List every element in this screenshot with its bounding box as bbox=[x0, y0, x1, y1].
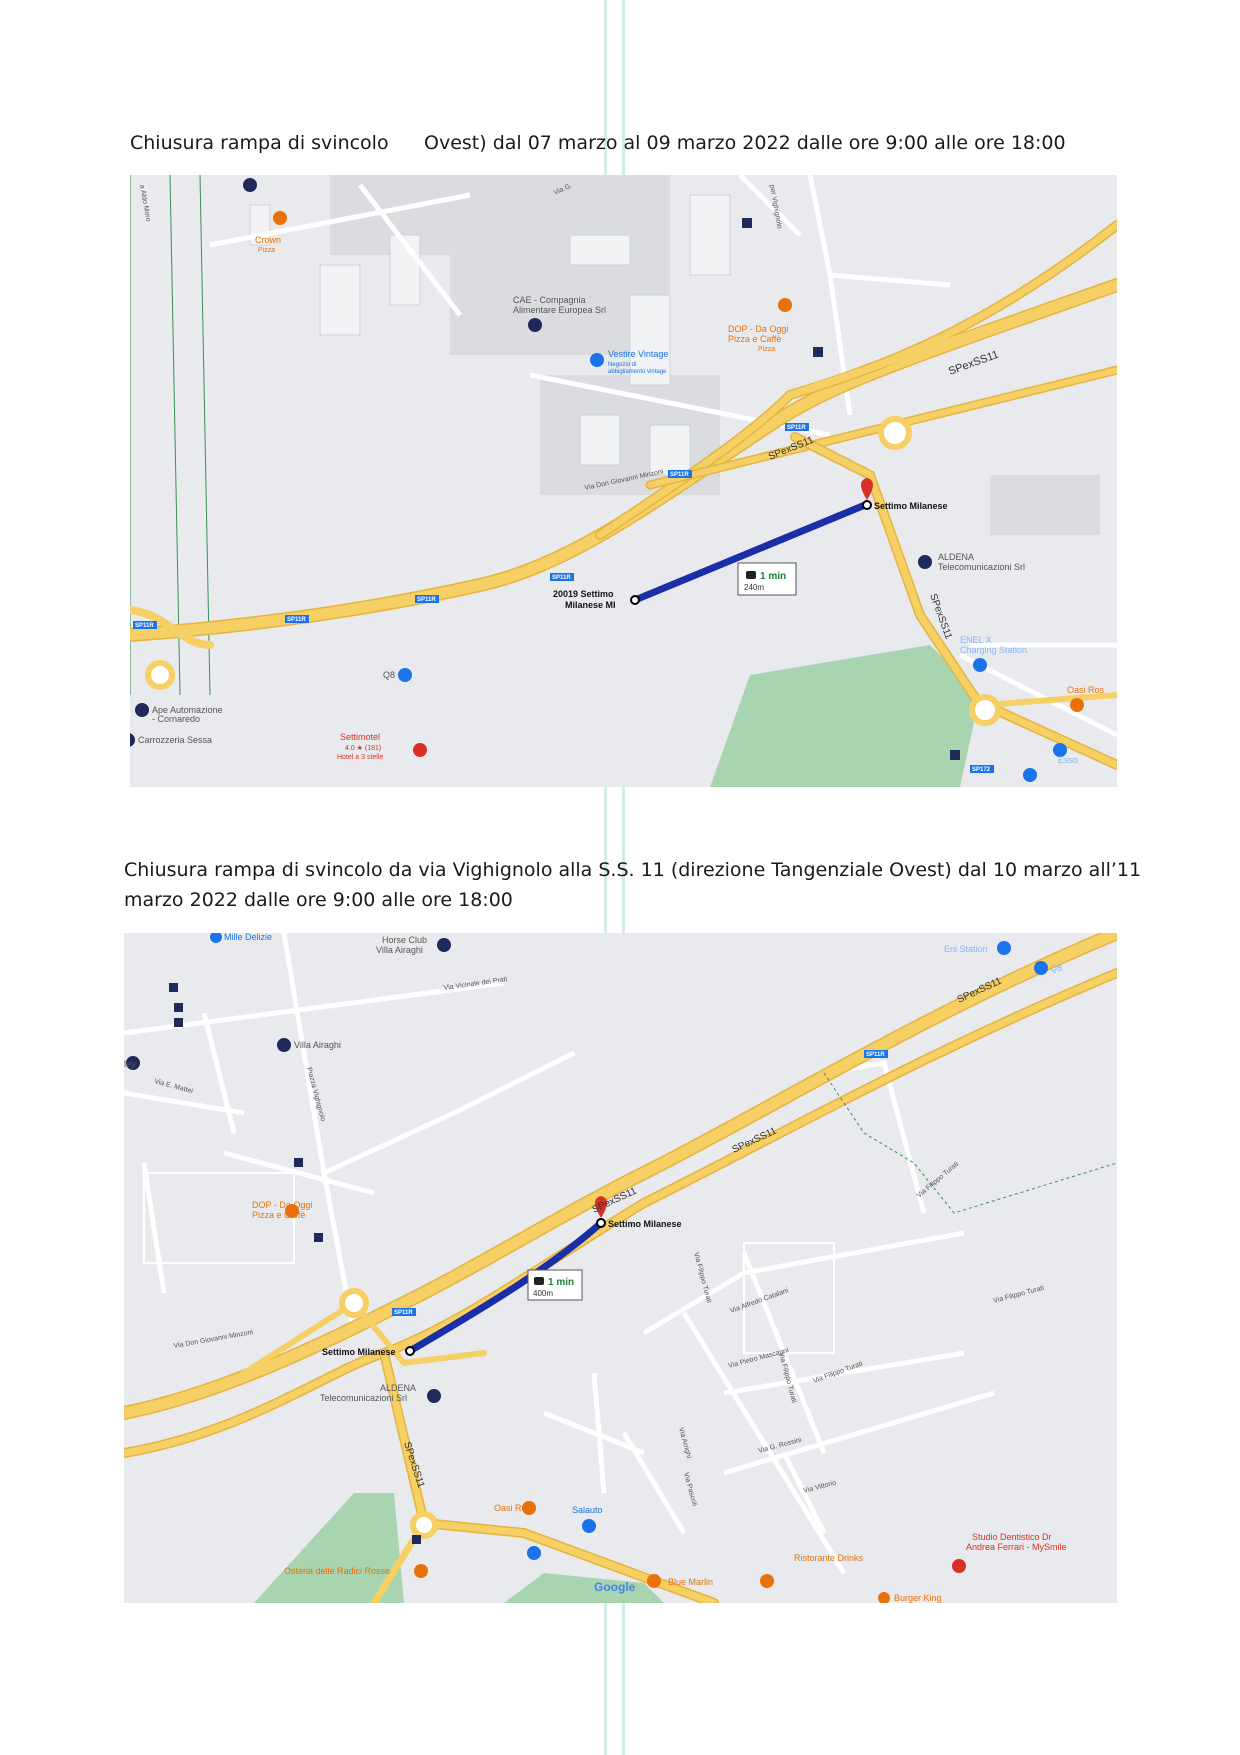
map-1-start-dot bbox=[631, 596, 639, 604]
map-2-restaurant-icon-4 bbox=[647, 1574, 661, 1588]
map-1-place-pin-icon-2 bbox=[528, 318, 542, 332]
map-2-roads bbox=[124, 933, 1117, 1603]
map-2-poi-blue: Blue Marlin bbox=[668, 1577, 714, 1587]
map-2-poi-dop: DOP - Da Oggi bbox=[252, 1200, 313, 1210]
map-1-road-vighignolo: per Vighignolo bbox=[768, 184, 783, 230]
map-2-road-vicinale: Via Vicinale dei Prati bbox=[443, 976, 508, 992]
map-2-museum-icon bbox=[277, 1038, 291, 1052]
map-1-shield-sp11r-4: SP11R bbox=[417, 597, 436, 603]
map-1-restaurant-icon bbox=[273, 211, 287, 225]
map-2-poi-aldena-2: Telecomunicazioni Srl bbox=[320, 1393, 408, 1403]
map-1-poi-carrozzeria: Carrozzeria Sessa bbox=[138, 735, 213, 745]
map-2-bus-stop-icon-4 bbox=[294, 1158, 303, 1167]
map-2-road-arrighi: Via Arrighi bbox=[677, 1426, 693, 1460]
map-2-poi-studio-2: Andrea Ferrari - MySmile bbox=[966, 1542, 1067, 1552]
map-1-shield-sp11r-6: SP11R bbox=[135, 623, 154, 629]
map-1-road-spexss11-a: SPexSS11 bbox=[946, 348, 1001, 378]
caption-first-right: Ovest) dal 07 marzo al 09 marzo 2022 dalle ore 9:00 alle ore 18:00 bbox=[424, 132, 1066, 154]
map-1-poi-settimotel-rating: 4.0 ★ (181) bbox=[345, 745, 382, 752]
map-1-bus-stop-icon-2 bbox=[813, 347, 823, 357]
map-1-poi-aldena-2: Telecomunicazioni Srl bbox=[938, 562, 1026, 572]
map-2-start-dot bbox=[406, 1347, 414, 1355]
map-2-google-logo: Google bbox=[594, 1580, 636, 1594]
map-2[interactable] bbox=[124, 933, 1117, 1603]
map-2-restaurant-icon-6 bbox=[878, 1592, 890, 1603]
map-1-canvas bbox=[130, 175, 1117, 787]
map-2-poi-drinks: Ristorante Drinks bbox=[794, 1553, 864, 1563]
map-2-poi-eni: Eni Station bbox=[944, 944, 988, 954]
map-1-shopping-icon-2 bbox=[1023, 768, 1037, 782]
map-2-place-pin-icon bbox=[210, 933, 222, 943]
map-2-route-distance: 400m bbox=[533, 1289, 554, 1298]
map-2-restaurant-icon-3 bbox=[414, 1564, 428, 1578]
map-2-bus-stop-icon bbox=[169, 983, 178, 992]
map-2-fuel-icon bbox=[997, 941, 1011, 955]
map-2-road-minzoni: Via Don Giovanni Minzoni bbox=[173, 1329, 254, 1350]
map-1-place-pin-icon bbox=[243, 178, 257, 192]
map-2-poi-studio: Studio Dentistico Dr bbox=[972, 1532, 1052, 1542]
map-1-poi-ape-2: - Cornaredo bbox=[152, 714, 201, 724]
map-2-road-catalani: Via Alfredo Catalani bbox=[729, 1287, 790, 1315]
map-1-poi-aldena: ALDENA bbox=[938, 552, 975, 562]
map-1-shield-sp172: SP172 bbox=[972, 767, 991, 773]
map-1-road-aldo-moro: a Aldo Moro bbox=[138, 184, 152, 223]
map-1-bus-stop-icon bbox=[742, 218, 752, 228]
map-1-poi-enel-2: Charging Station bbox=[960, 645, 1028, 655]
map-1-park bbox=[710, 645, 980, 787]
map-1-restaurant-icon-2 bbox=[778, 298, 792, 312]
map-2-poi-burger: Burger King bbox=[894, 1593, 942, 1603]
map-2-restaurant-icon-5 bbox=[760, 1574, 774, 1588]
map-1-end-dot bbox=[863, 501, 871, 509]
map-1-poi-dop-3: Pizza bbox=[758, 346, 776, 353]
map-1-poi-crown: Crown bbox=[255, 235, 282, 245]
map-2-bus-stop-icon-3 bbox=[174, 1018, 183, 1027]
map-1-start-label-2: Milanese MI bbox=[565, 600, 616, 610]
map-2-bus-stop-icon-2 bbox=[174, 1003, 183, 1012]
map-2-road-spexss11-c: SPexSS11 bbox=[590, 1185, 639, 1216]
map-1-charging-icon bbox=[973, 658, 987, 672]
map-1-shield-sp11r-5: SP11R bbox=[287, 617, 306, 623]
map-1-road-spexss11-c: SPexSS11 bbox=[927, 592, 954, 641]
map-2-bus-stop-icon-5 bbox=[314, 1233, 323, 1242]
map-1-destination-pin-icon bbox=[861, 478, 873, 500]
map-1-fuel-icon-2 bbox=[398, 668, 412, 682]
map-1-poi-vestire: Vestire Vintage bbox=[608, 349, 669, 359]
map-1-poi-cae-2: Alimentare Europea Srl bbox=[513, 305, 607, 315]
map-1-poi-settimotel: Settimotel bbox=[340, 732, 381, 742]
map-1-poi-vestire-2: Negozio di bbox=[608, 362, 637, 368]
map-1-route-time: 1 min bbox=[760, 571, 787, 582]
map-1-poi-q8: Q8 bbox=[383, 670, 396, 680]
map-2-shield-sp11r-2: SP11R bbox=[394, 1310, 413, 1316]
map-1-poi-settimotel-sub: Hotel a 3 stelle bbox=[337, 754, 384, 761]
map-1-shield-sp11r: SP11R bbox=[787, 425, 806, 431]
map-1-place-pin-icon-5 bbox=[130, 733, 135, 747]
map-1-car-icon bbox=[746, 571, 756, 579]
map-1-place-pin-icon-3 bbox=[918, 555, 932, 569]
map-1-hotel-icon bbox=[413, 743, 427, 757]
map-2-poi-horse-2: Villa Airaghi bbox=[376, 945, 423, 955]
map-2-place-pin-icon-5 bbox=[527, 1546, 541, 1560]
caption-first-left: Chiusura rampa di svincolo bbox=[130, 132, 389, 154]
map-1-poi-esso: Esso bbox=[1058, 755, 1079, 765]
map-2-road-turati-3: Via Filippo Turati bbox=[777, 1351, 798, 1404]
map-1-route-info bbox=[738, 563, 796, 595]
map-2-canvas bbox=[124, 933, 1117, 1603]
map-2-road-mattei: Via E. Mattei bbox=[153, 1078, 194, 1096]
map-2-road-turati-4: Via Filippo Turati bbox=[812, 1360, 864, 1385]
caption-second bbox=[124, 855, 1141, 915]
map-2-road-spexss11-b: SPexSS11 bbox=[730, 1125, 779, 1156]
map-1-restaurant-icon-3 bbox=[1070, 698, 1084, 712]
map-2-poi-horse: Horse Club bbox=[382, 935, 428, 945]
map-1-shield-sp11r-3: SP11R bbox=[552, 575, 571, 581]
map-1-road-via-g: Via G. bbox=[552, 182, 574, 197]
map-2-route-info bbox=[528, 1270, 582, 1300]
map-1-route-distance: 240m bbox=[744, 583, 765, 592]
map-2-place-pin-icon-4 bbox=[427, 1389, 441, 1403]
map-1-poi-crown-sub: Pizza bbox=[258, 247, 276, 254]
caption-second-line2: marzo 2022 dalle ore 9:00 alle ore 18:00 bbox=[124, 889, 513, 911]
map-2-fuel-icon-2 bbox=[1034, 961, 1048, 975]
map-1-road-minzoni: Via Don Giovanni Minzoni bbox=[583, 468, 665, 492]
map-1-start-label: 20019 Settimo bbox=[553, 589, 614, 599]
map-2-road-mascagni: Via Pietro Mascagni bbox=[727, 1347, 790, 1370]
map-2-poi-salauto: Salauto bbox=[572, 1505, 603, 1515]
map-1-place-pin-icon-4 bbox=[135, 703, 149, 717]
map-1-end-label: Settimo Milanese bbox=[874, 501, 948, 511]
map-2-poi-villa: Villa Airaghi bbox=[294, 1040, 341, 1050]
map-1-shield-sp11r-2: SP11R bbox=[670, 472, 689, 478]
map-1-poi-ape: Ape Automazione bbox=[152, 705, 223, 715]
map-1-bus-stop-icon-3 bbox=[950, 750, 960, 760]
map-1-road-spexss11-b: SPexSS11 bbox=[767, 434, 816, 463]
map-1[interactable] bbox=[130, 175, 1117, 787]
map-2-road-spexss11-a: SPexSS11 bbox=[955, 975, 1004, 1006]
map-2-poi-q8: Q8 bbox=[1050, 963, 1063, 973]
map-2-road-pascoli: Via Pascoli bbox=[682, 1471, 698, 1507]
map-2-end-dot bbox=[597, 1219, 605, 1227]
map-2-place-pin-icon-2 bbox=[437, 938, 451, 952]
map-1-poi-oasi: Oasi Ros bbox=[1067, 685, 1105, 695]
map-2-road-vighignolo: Piazza Vighignolo bbox=[305, 1066, 327, 1123]
map-2-bus-stop-icon-6 bbox=[412, 1535, 421, 1544]
map-2-road-vittorio: Via Vittorio bbox=[802, 1479, 837, 1495]
caption-second-line1: Chiusura rampa di svincolo da via Vighignolo alla S.S. 11 (direzione Tangenziale Ovest) dal 10 marzo all’11 bbox=[124, 859, 1142, 881]
map-1-shopping-icon bbox=[590, 353, 604, 367]
map-1-poi-vestire-3: abbigliamento vintage bbox=[608, 369, 667, 375]
map-2-road-spexss11-d: SPexSS11 bbox=[401, 1440, 427, 1490]
map-2-end-label: Settimo Milanese bbox=[608, 1219, 682, 1229]
map-2-route-time: 1 min bbox=[548, 1277, 575, 1288]
map-2-poi-mille: Mille Delizie bbox=[224, 933, 273, 942]
map-2-road-rossini: Via G. Rossini bbox=[757, 1436, 803, 1455]
map-2-poi-ley: ley bbox=[124, 1059, 136, 1069]
map-2-shield-sp11r: SP11R bbox=[866, 1052, 885, 1058]
map-2-poi-oasi: Oasi Rosa bbox=[494, 1503, 537, 1513]
map-2-shopping-icon bbox=[582, 1519, 596, 1533]
map-2-start-label: Settimo Milanese bbox=[322, 1347, 396, 1357]
map-1-poi-cae: CAE - Compagnia bbox=[513, 295, 586, 305]
map-1-poi-enel: ENEL X bbox=[960, 635, 992, 645]
map-1-poi-dop-2: Pizza e Caffè bbox=[728, 334, 782, 344]
map-2-poi-osteria: Osteria delle Radici Rosse bbox=[284, 1566, 391, 1576]
map-2-road-turati-5: Via Filippo Turati bbox=[992, 1284, 1045, 1305]
map-2-dentist-icon bbox=[952, 1559, 966, 1573]
map-2-road-turati-2: Via Filippo Turati bbox=[692, 1251, 713, 1304]
map-2-poi-dop-2: Pizza e Caffè bbox=[252, 1210, 306, 1220]
map-2-poi-aldena: ALDENA bbox=[380, 1383, 417, 1393]
map-2-road-turati-1: Via Filippo Turati bbox=[915, 1160, 961, 1200]
map-1-poi-dop: DOP - Da Oggi bbox=[728, 324, 789, 334]
map-2-car-icon bbox=[534, 1277, 544, 1285]
